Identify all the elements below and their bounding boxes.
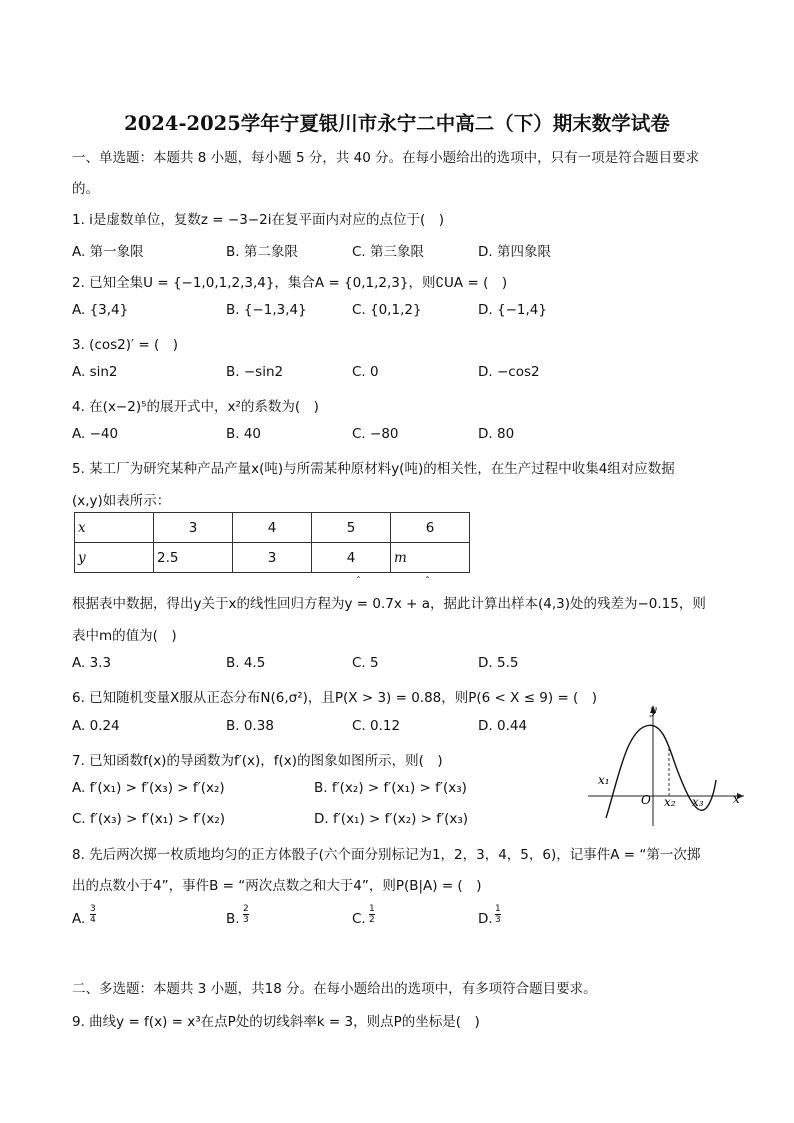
q4-option-b: B. 40 [226,426,262,442]
table-cell: 3 [233,543,312,573]
denominator: 3 [495,915,501,925]
q8-option-d-fraction [495,904,501,925]
table-cell: y [75,543,154,573]
question-2-stem: 2. 已知全集U = {−1,0,1,2,3,4}，集合A = {0,1,2,3}，则∁UA = ( ) [72,275,508,291]
q5-option-c: C. 5 [352,655,379,671]
numerator: 1 [495,904,501,914]
q3-option-d: D. −cos2 [478,364,540,380]
section-1-heading: 一、单选题：本题共 8 小题，每小题 5 分，共 40 分。在每小题给出的选项中，只有一项是符合题目要求 [72,150,700,166]
table-cell: 5 [312,513,391,543]
x2-label: x₂ [664,795,676,809]
q5-option-a: A. 3.3 [72,655,112,671]
q2-option-c: C. {0,1,2} [352,302,422,318]
denominator: 4 [90,915,96,925]
table-cell: 3 [154,513,233,543]
q7-option-d: D. f′(x₁) > f′(x₂) > f′(x₃) [314,811,469,827]
q7-option-b: B. f′(x₂) > f′(x₁) > f′(x₃) [314,780,467,796]
q8-option-c-fraction [369,904,375,925]
q4-option-c: C. −80 [352,426,399,442]
q1-option-a: A. 第一象限 [72,244,144,260]
q1-option-c: C. 第三象限 [352,244,425,260]
function-graph [584,700,754,830]
q8-option-c: C. [352,911,366,927]
hat-mark: ˆ [356,576,361,587]
table-row [75,513,470,543]
question-5-stem: 5. 某工厂为研究某种产品产量x(吨)与所需某种原材料y(吨)的相关性，在生产过程中收集4组对应数据 [72,461,675,477]
q6-option-b: B. 0.38 [226,718,274,734]
q8-option-b-fraction [243,904,249,925]
q2-option-d: D. {−1,4} [478,302,547,318]
q3-option-b: B. −sin2 [226,364,284,380]
page-title: 2024-2025学年宁夏银川市永宁二中高二（下）期末数学试卷 [124,112,670,135]
q6-option-d: D. 0.44 [478,718,528,734]
q4-option-a: A. −40 [72,426,119,442]
q2-option-a: A. {3,4} [72,302,129,318]
q3-option-c: C. 0 [352,364,379,380]
table-row [75,543,470,573]
q2-option-b: B. {−1,3,4} [226,302,307,318]
question-3-stem: 3. (cos2)′ = ( ) [72,337,179,353]
origin-label: O [641,793,651,807]
x-label: x [733,792,740,806]
question-5-stem-regression: 根据表中数据，得出y关于x的线性回归方程为y = 0.7x + a，据此计算出样本(4,3)处的残差为−0.15，则 [72,596,706,612]
question-8-stem: 8. 先后两次掷一枚质地均匀的正方体骰子(六个面分别标记为1，2，3，4，5，6)，记事件A = “第一次掷 [72,847,701,863]
numerator: 3 [90,904,96,914]
question-5-stem-cont: (x,y)如表所示： [72,493,171,509]
question-8-stem-cont: 出的点数小于4”，事件B = “两次点数之和大于4”，则P(B|A) = ( ) [72,878,482,894]
q4-option-d: D. 80 [478,426,515,442]
x3-label: x₃ [692,795,704,809]
q7-option-a: A. f′(x₁) > f′(x₃) > f′(x₂) [72,780,225,796]
q1-option-d: D. 第四象限 [478,244,551,260]
denominator: 3 [243,915,249,925]
q8-option-a-fraction [90,904,96,925]
table-cell: x [75,513,154,543]
q6-option-a: A. 0.24 [72,718,120,734]
table-cell: 4 [312,543,391,573]
table-cell: 4 [233,513,312,543]
q6-option-c: C. 0.12 [352,718,401,734]
q8-option-d: D. [478,911,493,927]
question-5-stem-end: 表中m的值为( ) [72,628,177,644]
table-cell: 6 [391,513,470,543]
x1-label: x₁ [598,773,610,787]
question-7-stem: 7. 已知函数f(x)的导函数为f′(x)，f(x)的图象如图所示，则( ) [72,753,443,769]
data-table [74,512,470,573]
denominator: 2 [369,915,375,925]
y-label: y [650,703,657,717]
q3-option-a: A. sin2 [72,364,118,380]
table-cell: 2.5 [154,543,233,573]
q8-option-b: B. [226,911,240,927]
section-2-heading: 二、多选题：本题共 3 小题，共18 分。在每小题给出的选项中，有多项符合题目要求。 [72,981,597,997]
q5-option-d: D. 5.5 [478,655,519,671]
q5-option-b: B. 4.5 [226,655,266,671]
hat-mark: ˆ [425,576,430,587]
numerator: 2 [243,904,249,914]
section-1-heading-cont: 的。 [72,181,99,197]
q1-option-b: B. 第二象限 [226,244,298,260]
question-4-stem: 4. 在(x−2)⁵的展开式中，x²的系数为( ) [72,399,319,415]
numerator: 1 [369,904,375,914]
q8-option-a: A. [72,911,86,927]
table-cell: m [391,543,470,573]
question-9-stem: 9. 曲线y = f(x) = x³在点P处的切线斜率k = 3，则点P的坐标是( ) [72,1014,480,1030]
question-1-stem: 1. i是虚数单位，复数z = −3−2i在复平面内对应的点位于( ) [72,212,444,228]
q7-option-c: C. f′(x₃) > f′(x₁) > f′(x₂) [72,811,226,827]
question-6-stem: 6. 已知随机变量X服从正态分布N(6,σ²)，且P(X > 3) = 0.88，则P(6 < X ≤ 9) = ( ) [72,690,598,706]
